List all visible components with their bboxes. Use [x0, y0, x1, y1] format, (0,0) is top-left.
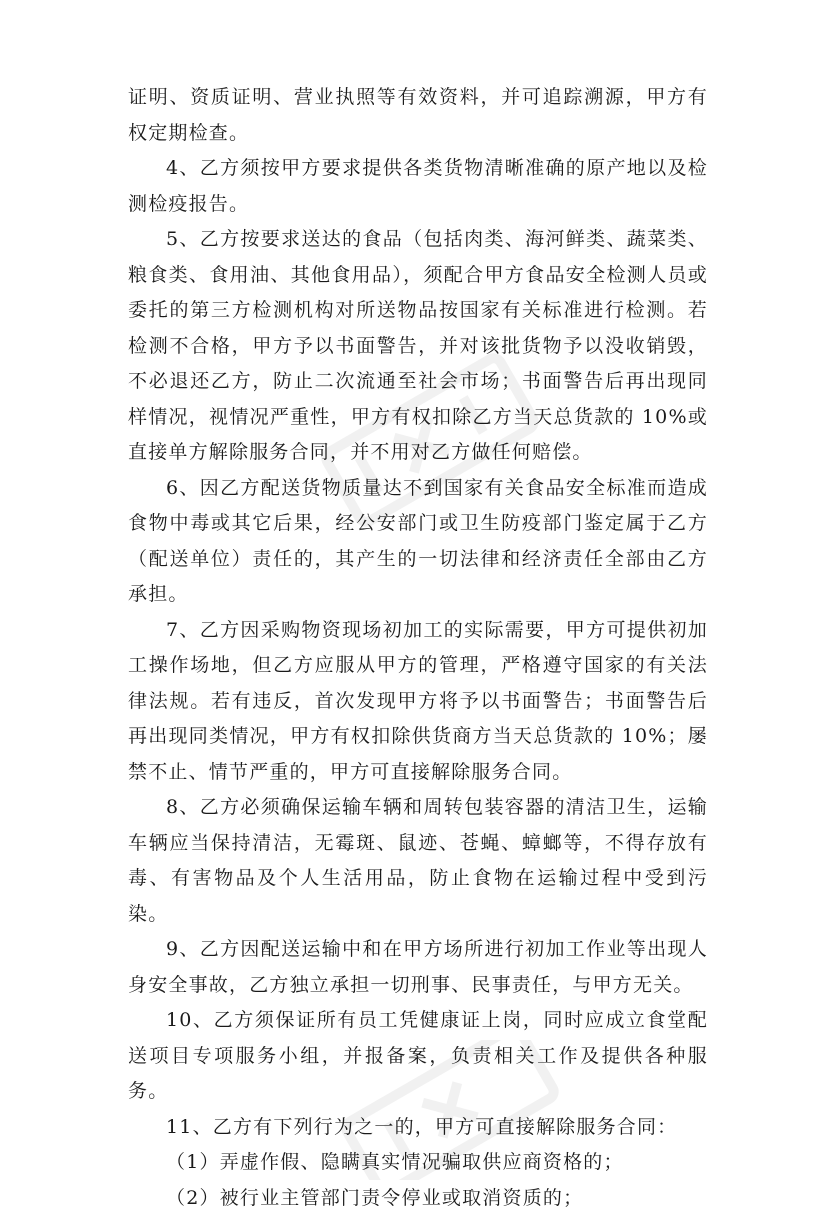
paragraph-item-5: 5、乙方按要求送达的食品（包括肉类、海河鲜类、蔬菜类、粮食类、食用油、其他食用品），须配合甲方食品安全检测人员或委托的第三方检测机构对所送物品按国家有关标准进行检测。若检测不合格，甲方予以书面警告，并对该批货物予以没收销毁，不必退还乙方，防止二次流通至社会市场；书面警告后再出现同样情况，视情况严重性，甲方有权扣除乙方当天总货款的 10%或直接单方解除服务合同，并不用对乙方做任何赔偿。: [128, 222, 708, 471]
paragraph-item-8: 8、乙方必须确保运输车辆和周转包装容器的清洁卫生，运输车辆应当保持清洁，无霉斑、鼠迹、苍蝇、蟑螂等，不得存放有毒、有害物品及个人生活用品，防止食物在运输过程中受到污染。: [128, 790, 708, 932]
paragraph-item-10: 10、乙方须保证所有员工凭健康证上岗，同时应成立食堂配送项目专项服务小组，并报备案，负责相关工作及提供各种服务。: [128, 1003, 708, 1110]
paragraph-item-4: 4、乙方须按甲方要求提供各类货物清晰准确的原产地以及检测检疫报告。: [128, 151, 708, 222]
paragraph-subitem-1: （1）弄虚作假、隐瞒真实情况骗取供应商资格的；: [128, 1145, 708, 1181]
paragraph-item-6: 6、因乙方配送货物质量达不到国家有关食品安全标准而造成食物中毒或其它后果，经公安部门或卫生防疫部门鉴定属于乙方（配送单位）责任的，其产生的一切法律和经济责任全部由乙方承担。: [128, 471, 708, 613]
paragraph-item-7: 7、乙方因采购物资现场初加工的实际需要，甲方可提供初加工操作场地，但乙方应服从甲方的管理，严格遵守国家的有关法律法规。若有违反，首次发现甲方将予以书面警告；书面警告后再出现同类情况，甲方有权扣除供货商方当天总货款的 10%；屡禁不止、情节严重的，甲方可直接解除服务合同。: [128, 613, 708, 791]
paragraph-subitem-2: （2）被行业主管部门责令停业或取消资质的；: [128, 1181, 708, 1216]
paragraph-continuation: 证明、资质证明、营业执照等有效资料，并可追踪溯源，甲方有权定期检查。: [128, 80, 708, 151]
paragraph-item-11: 11、乙方有下列行为之一的，甲方可直接解除服务合同：: [128, 1110, 708, 1146]
document-body: [128, 80, 708, 1216]
paragraph-item-9: 9、乙方因配送运输中和在甲方场所进行初加工作业等出现人身安全事故，乙方独立承担一切刑事、民事责任，与甲方无关。: [128, 932, 708, 1003]
